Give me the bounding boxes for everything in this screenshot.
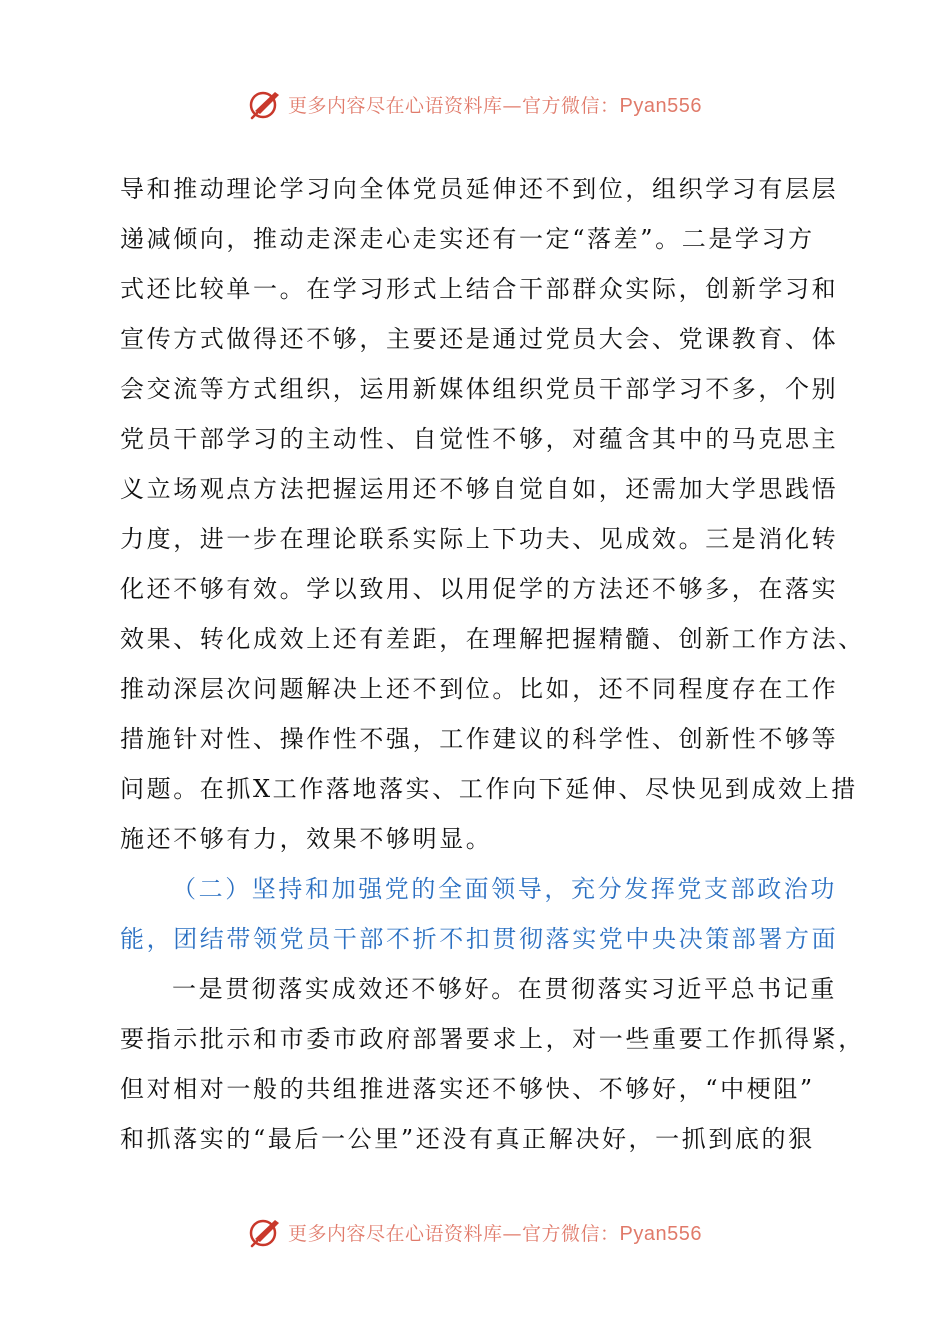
- header-wechat-id: Pyan556: [619, 94, 702, 117]
- header-dash: —: [502, 94, 523, 117]
- body-line: 党员干部学习的主动性、自觉性不够，对蕴含其中的马克思主: [120, 425, 839, 453]
- body-line: 会交流等方式组织，运用新媒体组织党员干部学习不多，个别: [120, 375, 839, 403]
- body-line: 义立场观点方法把握运用还不够自觉自如，还需加大学思践悟: [120, 475, 839, 503]
- body-line: 问题。在抓X工作落地落实、工作向下延伸、尽快见到成效上措: [120, 775, 858, 803]
- footer-banner: [0, 1212, 950, 1252]
- body-line: 式还比较单一。在学习形式上结合干部群众实际，创新学习和: [120, 275, 839, 303]
- section-line: 一是贯彻落实成效还不够好。在贯彻落实习近平总书记重: [172, 975, 837, 1003]
- document-body: [120, 164, 865, 1164]
- body-line: 化还不够有效。学以致用、以用促学的方法还不够多，在落实: [120, 575, 839, 603]
- section-heading-line: （二）坚持和加强党的全面领导，充分发挥党支部政治功: [172, 875, 837, 903]
- body-line: 导和推动理论学习向全体党员延伸还不到位，组织学习有层层: [120, 175, 839, 203]
- pen-logo-icon: [248, 86, 284, 122]
- header-official: 官方微信：: [522, 94, 620, 117]
- section-line: 和抓落实的“最后一公里”还没有真正解决好，一抓到底的狠: [120, 1125, 815, 1153]
- body-line: 力度，进一步在理论联系实际上下功夫、见成效。三是消化转: [120, 525, 839, 553]
- body-line: 效果、转化成效上还有差距，在理解把握精髓、创新工作方法、: [120, 625, 865, 653]
- footer-wechat-id: Pyan556: [619, 1222, 702, 1245]
- section-heading-line: 能，团结带领党员干部不折不扣贯彻落实党中央决策部署方面: [120, 925, 839, 953]
- footer-official: 官方微信：: [522, 1222, 620, 1245]
- header-text: [288, 91, 702, 118]
- header-banner: [0, 84, 950, 124]
- section-line: 但对相对一般的共组推进落实还不够快、不够好，“中梗阻”: [120, 1075, 815, 1103]
- body-line: 措施针对性、操作性不强，工作建议的科学性、创新性不够等: [120, 725, 839, 753]
- body-line: 宣传方式做得还不够，主要还是通过党员大会、党课教育、体: [120, 325, 839, 353]
- header-site-text: 更多内容尽在心语资料库: [288, 94, 503, 117]
- section-line: 要指示批示和市委市政府部署要求上，对一些重要工作抓得紧，: [120, 1025, 865, 1053]
- body-line: 推动深层次问题解决上还不到位。比如，还不同程度存在工作: [120, 675, 839, 703]
- body-line: 递减倾向，推动走深走心走实还有一定“落差”。二是学习方: [120, 225, 815, 253]
- footer-dash: —: [502, 1222, 523, 1245]
- body-line: 施还不够有力，效果不够明显。: [120, 825, 493, 853]
- pen-logo-icon: [248, 1214, 284, 1250]
- footer-site-text: 更多内容尽在心语资料库: [288, 1222, 503, 1245]
- footer-text: [288, 1219, 702, 1246]
